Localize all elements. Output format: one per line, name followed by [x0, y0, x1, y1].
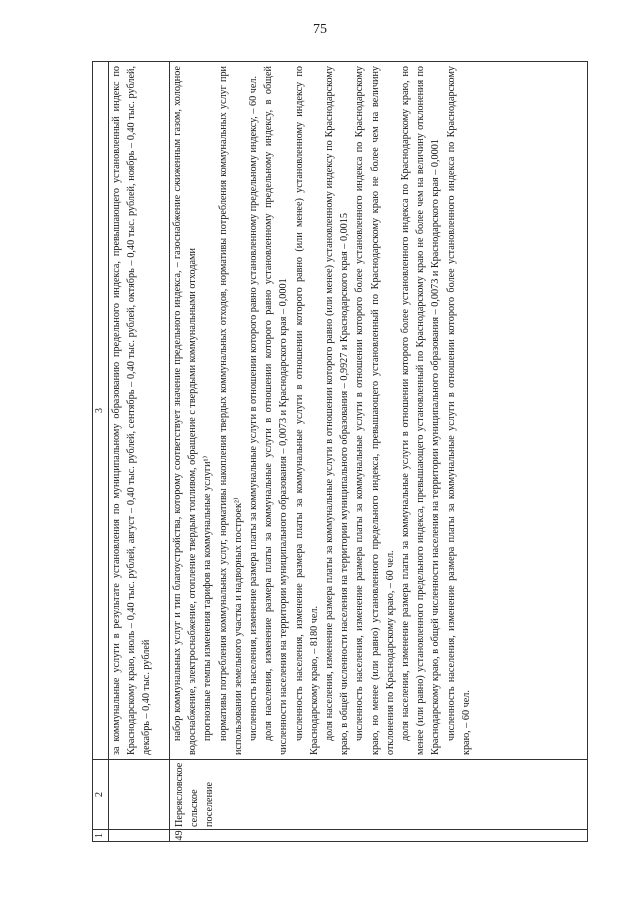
paragraph: прогнозные темпы изменения тарифов на коммунальные услуги¹⁾: [202, 455, 214, 741]
row-continued-name: [109, 760, 170, 830]
row-continued-description: [109, 62, 170, 760]
paragraph: за коммунальные услуги в результате установления по муниципальному образованию предельного индекса, превышающего установленный индекс по Краснодарскому краю, июль – 0,40 тыс. рублей, август – 0,40 тыс. рублей, сентябрь – 0,40 тыс. рублей, октябрь – 0,40 тыс. рублей, ноябрь – 0,40 тыс. рублей, декабрь – 0,40 тыс. рублей: [111, 66, 153, 755]
table-header-row: [93, 62, 109, 842]
paragraph: численность населения, изменение размера платы за коммунальные услуги в отношении которого более установленного индекса по Краснодарскому краю, – 60 чел.: [445, 66, 472, 755]
paragraph: доля населения, изменение размера платы за коммунальные услуги в отношении которого равно (или менее) установленному индексу по Краснодарскому краю, в общей численности населения на территории муниципального образования – 0,9927 и Краснодарского края – 0,0015: [324, 66, 351, 755]
paragraph: доля населения, изменение размера платы за коммунальные услуги в отношении которого равно установленному предельному индексу, в общей численности населения на территории муниципального образования – 0,0073 и Краснодарского края – 0,0001: [263, 66, 290, 755]
paragraph: доля населения, изменение размера платы за коммунальные услуги в отношении которого более установленного индекса по Краснодарскому краю, но менее (или равно) установленного предельного индекса, превышающего установленный по Краснодарскому краю не более чем на величину отклонения по Краснодарскому краю, в общей численности населения на территории муниципального образования – 0,0073 и Краснодарского края – 0,0001: [400, 66, 442, 755]
paragraph: численность населения, изменение размера платы за коммунальные услуги в отношении которого равно установленному предельному индексу, – 60 чел.: [248, 75, 260, 741]
header-col-3: 3: [93, 62, 109, 760]
municipality-name: Переясловское сельское поселение: [170, 760, 588, 830]
paragraph: нормативы потребления коммунальных услуг, нормативы накопления твердых коммунальных отходов, нормативы потребления коммунальных услуг при использовании земельного участка и надворных построек²⁾: [217, 66, 244, 755]
table-row-continued: [109, 62, 170, 842]
data-table: [92, 61, 588, 842]
paragraph: численность населения, изменение размера платы за коммунальные услуги в отношении которого более установленного индекса по Краснодарскому краю, но менее (или равно) установленного предельного индекса, превышающего установленный по Краснодарскому краю не более чем на величину отклонения по Краснодарскому краю, – 60 чел.: [354, 66, 396, 755]
page-number: 75: [313, 22, 327, 37]
paragraph: численность населения, изменение размера платы за коммунальные услуги в отношении которого равно (или менее) установленному индексу по Краснодарскому краю, – 8180 чел.: [293, 66, 320, 755]
row-continued-number: [109, 830, 170, 842]
row-description: [170, 62, 588, 760]
header-col-2: 2: [93, 760, 109, 830]
table-row-49: [170, 62, 588, 842]
rotated-table-container: [92, 62, 588, 842]
header-col-1: 1: [93, 830, 109, 842]
paragraph: набор коммунальных услуг и тип благоустройства, которому соответствует значение предельного индекса, – газоснабжение сжиженным газом, холодное водоснабжение, электроснабжение, отопление твердым топливом, обращение с твердыми коммунальными отходами: [172, 66, 199, 755]
row-number: 49: [170, 830, 588, 842]
